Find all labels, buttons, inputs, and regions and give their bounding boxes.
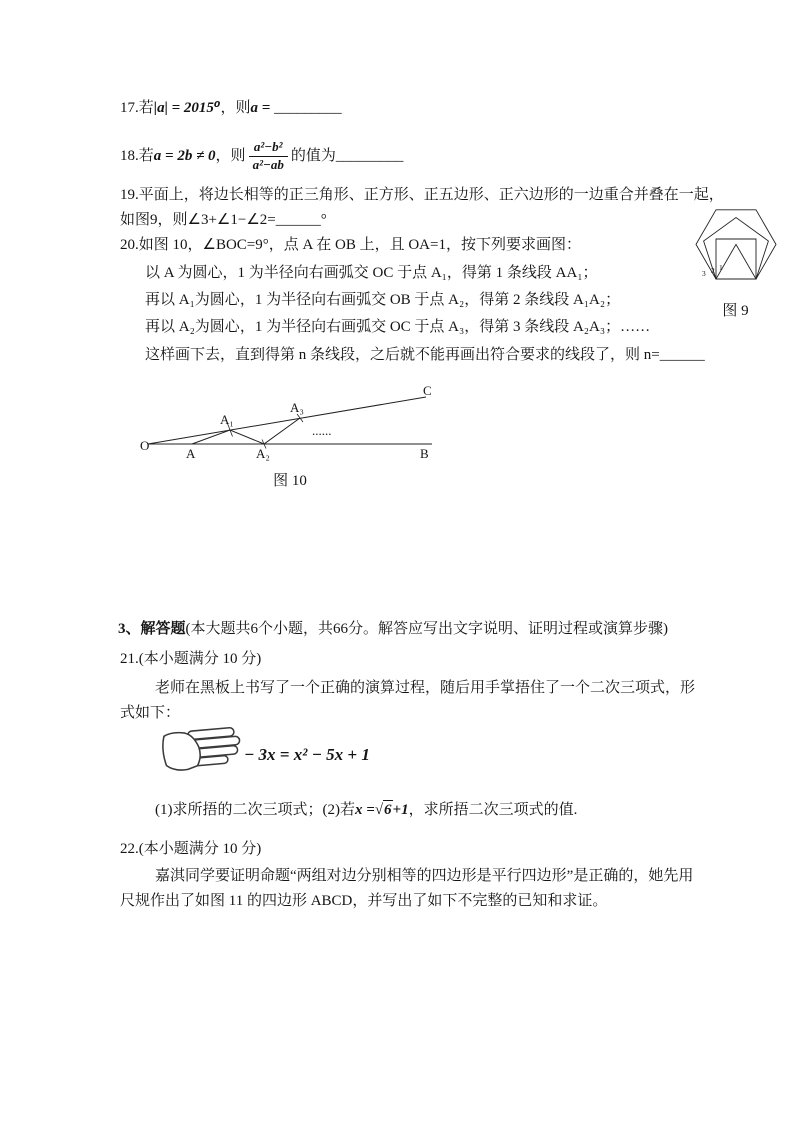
point-label-A3: A₃ — [290, 400, 304, 415]
point-label-C: C — [423, 384, 432, 398]
point-label-A2: A₂ — [256, 446, 270, 461]
question-20-line4 — [145, 346, 705, 365]
angle-label-1: 1 — [718, 263, 723, 272]
q20-answer-blank: ______ — [659, 347, 705, 363]
question-21-header — [120, 650, 261, 669]
q21-equation: − 3x = x² − 5x + 1 — [244, 745, 370, 764]
question-17 — [120, 99, 342, 118]
q19-text-1: 平面上，将边长相等的正三角形、正方形、正五边形、正六边形的一边重合并叠在一起， — [138, 187, 724, 203]
point-label-A1: A₁ — [220, 412, 234, 427]
point-label-B: B — [420, 446, 429, 461]
angle-label-3: 3 — [701, 269, 706, 278]
question-19-line2 — [120, 211, 327, 230]
question-21-line1 — [155, 679, 695, 698]
figure-10-caption: 图 10 — [273, 473, 307, 489]
q18-fraction-numerator: a²−b² — [249, 139, 288, 157]
q19-degree-sign: ° — [320, 212, 327, 228]
q17-math-abs: |a| = 2015⁰ — [153, 100, 221, 116]
q19-text-2: 如图9，则 — [120, 212, 188, 228]
q19-math-angles: ∠3+∠1−∠2= — [187, 212, 276, 228]
q21-math-x: x = — [354, 801, 375, 818]
hand-icon — [158, 725, 244, 784]
q21-sub-text-1: (1)求所捂的二次三项式；(2)若 — [155, 801, 355, 818]
q21-text-1: 老师在黑板上书写了一个正确的演算过程，随后用手掌捂住了一个二次三项式，形 — [155, 680, 696, 696]
q21-radicand: 6 — [384, 802, 392, 818]
q22-text-2: 尺规作出了如图 11 的四边形 ABCD，并写出了如下不完整的已知和求证。 — [120, 893, 608, 909]
q20-text-1: 以 A 为圆心，1 为半径向右画弧交 OC 于点 A₁，得第 1 条线段 AA₁； — [145, 265, 598, 281]
question-20-line0 — [120, 236, 581, 255]
zigzag-segments — [192, 418, 300, 444]
question-22-line1 — [155, 867, 693, 886]
question-20-line2 — [145, 291, 620, 310]
point-label-A: A — [186, 446, 196, 461]
figure-10 — [140, 384, 440, 490]
question-20-line1 — [145, 264, 598, 283]
q20-number: 20. — [120, 237, 139, 253]
q19-answer-blank: ______ — [275, 212, 321, 228]
q18-text-3: 的值为 — [290, 148, 336, 165]
angle-label-2: 2 — [710, 266, 715, 275]
q21-text-2: 式如下： — [120, 705, 181, 721]
q18-fraction — [249, 139, 288, 174]
triangle-shape — [716, 244, 756, 279]
section-3-description: (本大题共6个小题，共66分。解答应写出文字说明、证明过程或演算步骤) — [185, 621, 669, 637]
q22-number-score: 22.(本小题满分 10 分) — [120, 841, 262, 857]
question-22-line2 — [120, 892, 607, 911]
q21-sub-text-2: ，求所捂二次三项式的值. — [408, 801, 578, 818]
q21-radical-sign: √ — [374, 801, 384, 818]
question-22-header — [120, 840, 261, 859]
q17-answer-blank: _________ — [274, 100, 342, 116]
question-18 — [120, 139, 403, 174]
q18-answer-blank: _________ — [335, 148, 404, 165]
continuation-dots: ...... — [312, 423, 332, 438]
figure-9-caption: 图 9 — [722, 303, 749, 319]
q17-math-var: a = — [250, 100, 275, 116]
figure-9 — [688, 194, 783, 320]
q18-number: 18. — [120, 148, 139, 165]
q19-number: 19. — [120, 187, 139, 203]
q21-subquestions — [155, 800, 577, 820]
q20-text-0: 如图 10，∠BOC=9°，点 A 在 OB 上，且 OA=1，按下列要求画图： — [138, 237, 581, 253]
q21-hand-figure — [160, 728, 242, 780]
q20-text-2: 再以 A₁为圆心，1 为半径向右画弧交 OB 于点 A₂，得第 2 条线段 A₁A₂； — [145, 292, 621, 308]
q21-plus-one: +1 — [392, 801, 409, 818]
section-3-header — [118, 620, 668, 639]
q18-math-condition: a = 2b ≠ 0 — [153, 148, 216, 165]
q18-text-2: ，则 — [215, 148, 246, 165]
q18-fraction-denominator: a²−ab — [252, 156, 284, 172]
question-19-line1 — [120, 186, 724, 205]
figure-9-drawing — [690, 194, 782, 292]
figure-10-drawing — [140, 384, 440, 462]
q18-text-1: 若 — [138, 148, 154, 165]
q22-text-1: 嘉淇同学要证明命题“两组对边分别相等的四边形是平行四边形”是正确的，她先用 — [155, 868, 694, 884]
question-21-line2 — [120, 704, 180, 723]
q20-text-4: 这样画下去，直到得第 n 条线段，之后就不能再画出符合要求的线段了，则 n= — [145, 347, 660, 363]
section-3-title: 3、解答题 — [118, 621, 186, 637]
q17-number: 17. — [120, 100, 139, 116]
q17-text-1: 若 — [138, 100, 154, 116]
q21-number-score: 21.(本小题满分 10 分) — [120, 651, 262, 667]
ray-oc — [148, 397, 426, 444]
q17-text-2: ，则 — [220, 100, 251, 116]
point-label-O: O — [140, 438, 150, 453]
question-20-line3 — [145, 318, 650, 337]
q20-text-3: 再以 A₂为圆心，1 为半径向右画弧交 OC 于点 A₃，得第 3 条线段 A₂A₃；…… — [145, 319, 651, 335]
